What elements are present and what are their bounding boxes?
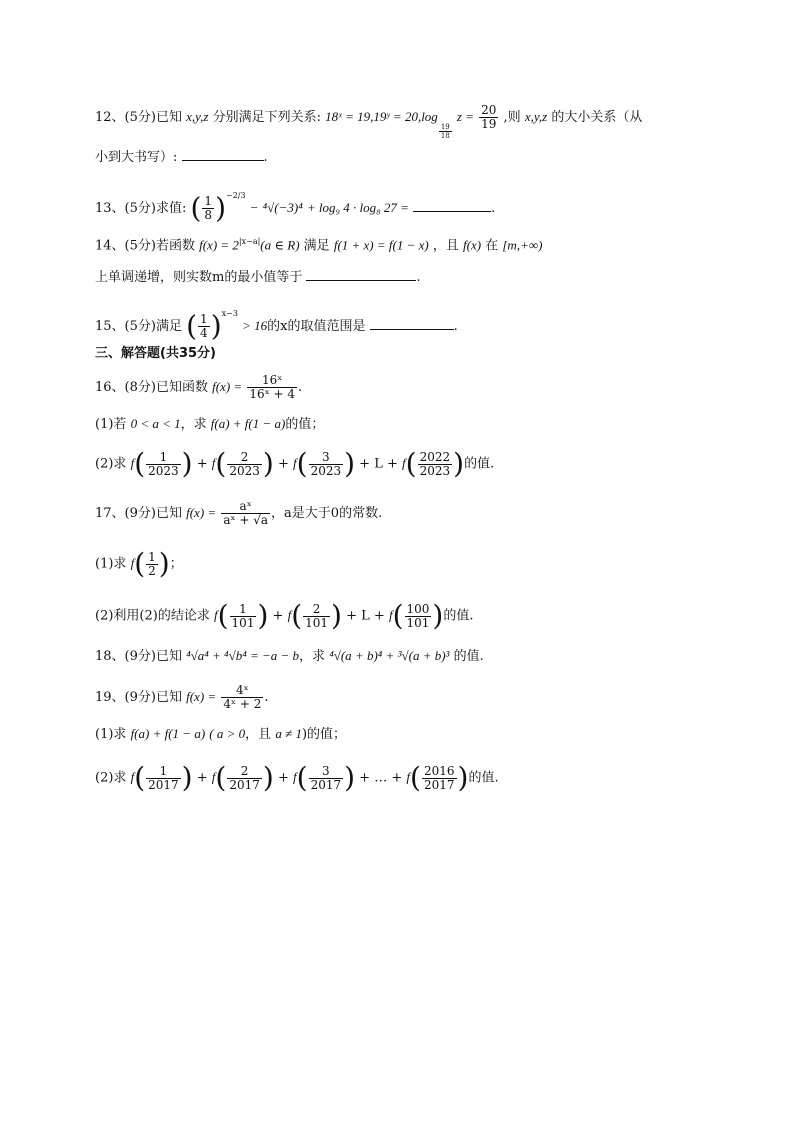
q19-p2-term-4	[422, 765, 457, 792]
q12-log-base	[439, 123, 452, 140]
question-16	[95, 374, 714, 401]
q14-text-1: 满足	[303, 238, 330, 254]
q14-line2-text: 上单调递增，则实数m的最小值等于	[95, 270, 303, 285]
q13-label: 13、(5分)求值:	[95, 201, 187, 216]
q19-frac-den: 4ˣ + 2	[223, 697, 262, 711]
q16-p2-dots: L	[374, 456, 383, 472]
q17-p1-den: 2	[148, 563, 156, 578]
q14-condition: (a ∈ R)	[260, 237, 300, 253]
q12-label: 12、(5分)已知	[95, 110, 182, 125]
q19-p1-condition-2: a ≠ 1	[275, 726, 302, 741]
q18-expression: ⁴√a⁴ + ⁴√b⁴ = −a − b	[186, 648, 300, 663]
q16-p1-expression: f(a) + f(1 − a)	[210, 416, 286, 431]
q19-end: .	[264, 690, 269, 705]
q14-func: f(x) = 2	[199, 237, 239, 253]
q17-p1-end: ；	[169, 556, 183, 572]
q16-p2-term-1-num: 1	[159, 449, 168, 464]
q19-p2-term-3	[309, 765, 344, 792]
q14-answer-blank[interactable]	[306, 266, 416, 281]
q16-p1-condition: 0 < a < 1	[130, 416, 181, 431]
q17-p1-num: 1	[148, 549, 156, 564]
q17-p2-dots: L	[361, 608, 370, 624]
q14-exponent: |x−a|	[238, 237, 261, 246]
question-15: 15、(5分)满足 ( $\frac{1}{4}$ )$^{x-3}$ > 16的x的取值范围是 .	[95, 309, 458, 343]
q17-text: ，a是大于0的常数.	[271, 506, 383, 521]
question-17-part-1: (1)求 f( $\frac{1}{2}$ )；	[95, 547, 183, 580]
question-19-part-1	[95, 724, 714, 745]
q19-p2-term-3-den: 2017	[310, 777, 342, 792]
q17-p2-term-2-den: 101	[305, 615, 329, 630]
q12-relation: 18ˣ = 19,19ʸ = 20,log	[325, 109, 438, 124]
q14-label: 14、(5分)若函数	[95, 238, 195, 254]
q12-line2-text: 小到大书写）:	[95, 150, 178, 165]
question-17-part-2: (2)利用(2)的结论求 f( $\frac{1}{101}$ ) + f( $\frac{2}{101}$ ) + L + f( $\frac{100}{101}$ )的值.	[95, 599, 474, 632]
q15-end: .	[453, 319, 458, 334]
q16-p1-label: (1)若	[95, 417, 127, 432]
q17-p2-term-1-den: 101	[231, 615, 255, 630]
q16-p2-term-4-den: 2023	[419, 463, 451, 478]
q19-p1-condition: ( a > 0	[209, 726, 246, 741]
q12-logbase-num: 19	[440, 123, 450, 131]
q19-p2-term-1-den: 2017	[148, 777, 179, 792]
q19-p2-label: (2)求	[95, 770, 127, 786]
q17-p1-label: (1)求	[95, 556, 127, 572]
q12-end: .	[263, 150, 268, 165]
q16-p2-term-3	[309, 451, 344, 478]
q16-p2-term-1	[146, 451, 181, 478]
q16-label: 16、(8分)已知函数	[95, 380, 208, 395]
q16-frac-num: 16ˣ	[261, 373, 283, 387]
q12-fraction	[479, 104, 498, 131]
question-16-part-1	[95, 414, 714, 435]
q13-end: .	[491, 201, 496, 216]
q19-p2-term-2	[227, 765, 262, 792]
q16-p1-end: 的值；	[285, 417, 325, 432]
q14-text-3: 在	[485, 238, 499, 254]
q13-fraction	[202, 195, 214, 222]
q12-vars: x,y,z	[186, 109, 209, 124]
q18-end: 的值.	[453, 649, 484, 664]
q19-p2-term-1-num: 1	[159, 763, 168, 778]
question-18	[95, 646, 714, 667]
q14-text-2: ，且	[432, 238, 459, 254]
question-19-part-2: (2)求 f( $\frac{1}{2017}$ ) + f( $\frac{2}{2017}$ ) + f( $\frac{3}{2017}$ ) + … + f( $\frac{2016}{2017}$ )的值.	[95, 761, 499, 794]
q15-fraction	[198, 313, 210, 340]
q17-p2-term-1-num: 1	[239, 601, 247, 616]
q14-fx: f(x)	[463, 237, 482, 253]
q13-frac-num: 1	[204, 194, 213, 208]
question-19	[95, 684, 714, 711]
q16-func: f(x) =	[212, 379, 243, 394]
question-16-part-2: (2)求 f( $\frac{1}{2023}$ ) + f( $\frac{2}{2023}$ ) + f( $\frac{3}{2023}$ ) + L + f( $\frac{2022}{2023}$ )的值.	[95, 447, 495, 480]
q19-p2-dots: …	[374, 770, 388, 786]
q17-fraction	[221, 500, 270, 527]
q19-label: 19、(9分)已知	[95, 690, 182, 705]
q17-frac-den: aˣ + √a	[223, 513, 269, 527]
q13-answer-blank[interactable]	[413, 197, 491, 212]
q12-frac-num: 20	[481, 103, 497, 117]
question-14-line-1	[95, 232, 714, 256]
q15-exponent: x−3	[221, 309, 238, 318]
q13-root: ⁴√(−3)⁴	[262, 200, 303, 215]
q19-p1-expression: f(a) + f(1 − a)	[130, 726, 206, 741]
q16-p2-term-2-den: 2023	[229, 463, 260, 478]
q12-answer-blank[interactable]	[182, 146, 264, 161]
section-heading: 三、解答题(共35分)	[95, 346, 216, 361]
q13-frac-den: 8	[204, 208, 213, 222]
q16-p2-term-2	[227, 451, 262, 478]
question-17	[95, 500, 714, 527]
q16-p2-label: (2)求	[95, 456, 127, 472]
q17-p2-term-1	[230, 603, 257, 630]
q12-relation-2: z =	[456, 109, 474, 124]
q18-text: ，求	[299, 649, 326, 664]
q14-interval: [m,+∞)	[502, 237, 543, 253]
question-12-line-2	[95, 146, 714, 168]
q15-frac-den: 4	[200, 326, 208, 340]
q19-p1-label: (1)求	[95, 727, 127, 742]
q15-frac-num: 1	[200, 312, 208, 326]
q16-end: .	[298, 380, 303, 395]
q12-text: 分别满足下列关系:	[212, 110, 322, 125]
q19-p2-end: 的值.	[468, 770, 499, 786]
question-13: 13、(5分)求值: ( $\frac{1}{8}$ )$^{-2/3}$ − ⁴√(−3)⁴ + log₉ 4 · log₈ 27 = .	[95, 191, 496, 225]
q19-p1-text: ，且	[245, 727, 272, 742]
q16-fraction	[247, 374, 297, 401]
q15-answer-blank[interactable]	[370, 315, 454, 330]
q12-logbase-den: 18	[440, 132, 450, 140]
q19-p2-term-1	[146, 765, 181, 792]
q17-p2-term-2-num: 2	[312, 601, 321, 616]
q16-p1-text: ，求	[180, 417, 207, 432]
q14-end: .	[416, 270, 421, 285]
q19-p2-term-2-den: 2017	[229, 777, 260, 792]
q16-p2-term-3-num: 3	[322, 449, 330, 464]
q15-label: 15、(5分)满足	[95, 319, 182, 334]
q17-p2-term-3-num: 100	[406, 601, 430, 616]
q19-p2-term-4-den: 2017	[423, 777, 455, 792]
q15-text: 的x的取值范围是	[267, 319, 366, 334]
q13-tail: + log₉ 4 · log₈ 27 =	[306, 200, 409, 215]
q13-exponent: −2/3	[226, 191, 246, 200]
q19-p2-term-2-num: 2	[240, 763, 249, 778]
q16-p2-term-3-den: 2023	[310, 463, 342, 478]
q14-equation: f(1 + x) = f(1 − x)	[333, 237, 429, 253]
q19-fraction	[221, 684, 263, 711]
q19-p1-end: )的值；	[301, 727, 347, 742]
q17-p2-end: 的值.	[443, 608, 474, 624]
q17-label: 17、(9分)已知	[95, 506, 182, 521]
q17-p1-fraction	[146, 551, 158, 578]
q12-vars-2: x,y,z	[524, 109, 548, 124]
q15-inequality: > 16	[242, 318, 268, 333]
q16-p2-term-4	[418, 451, 453, 478]
q12-text-3: 的大小关系（从	[551, 110, 643, 125]
q16-p2-term-4-num: 2022	[419, 449, 451, 464]
q16-p2-term-1-den: 2023	[148, 463, 179, 478]
q13-minus: −	[249, 200, 259, 215]
q18-expression-2: ⁴√(a + b)⁴ + ³√(a + b)³	[329, 648, 450, 663]
q17-frac-num: aˣ	[239, 499, 252, 513]
q17-p2-term-2	[303, 603, 330, 630]
q12-frac-den: 19	[481, 117, 497, 131]
q17-func: f(x) =	[186, 505, 217, 520]
q16-frac-den: 16ˣ + 4	[249, 387, 295, 401]
q19-p2-term-4-num: 2016	[423, 763, 455, 778]
q12-text-2: ,则	[503, 110, 521, 125]
q16-p2-term-2-num: 2	[240, 449, 249, 464]
question-12-line-1	[95, 104, 714, 140]
q17-p2-term-3-den: 101	[406, 615, 430, 630]
question-14-line-2	[95, 266, 714, 288]
q18-label: 18、(9分)已知	[95, 649, 182, 664]
q17-p2-label: (2)利用(2)的结论求	[95, 608, 210, 624]
q19-func: f(x) =	[186, 689, 217, 704]
q17-p2-term-3	[405, 603, 432, 630]
q16-p2-end: 的值.	[464, 456, 495, 472]
q19-frac-num: 4ˣ	[235, 683, 249, 697]
q19-p2-term-3-num: 3	[322, 763, 330, 778]
